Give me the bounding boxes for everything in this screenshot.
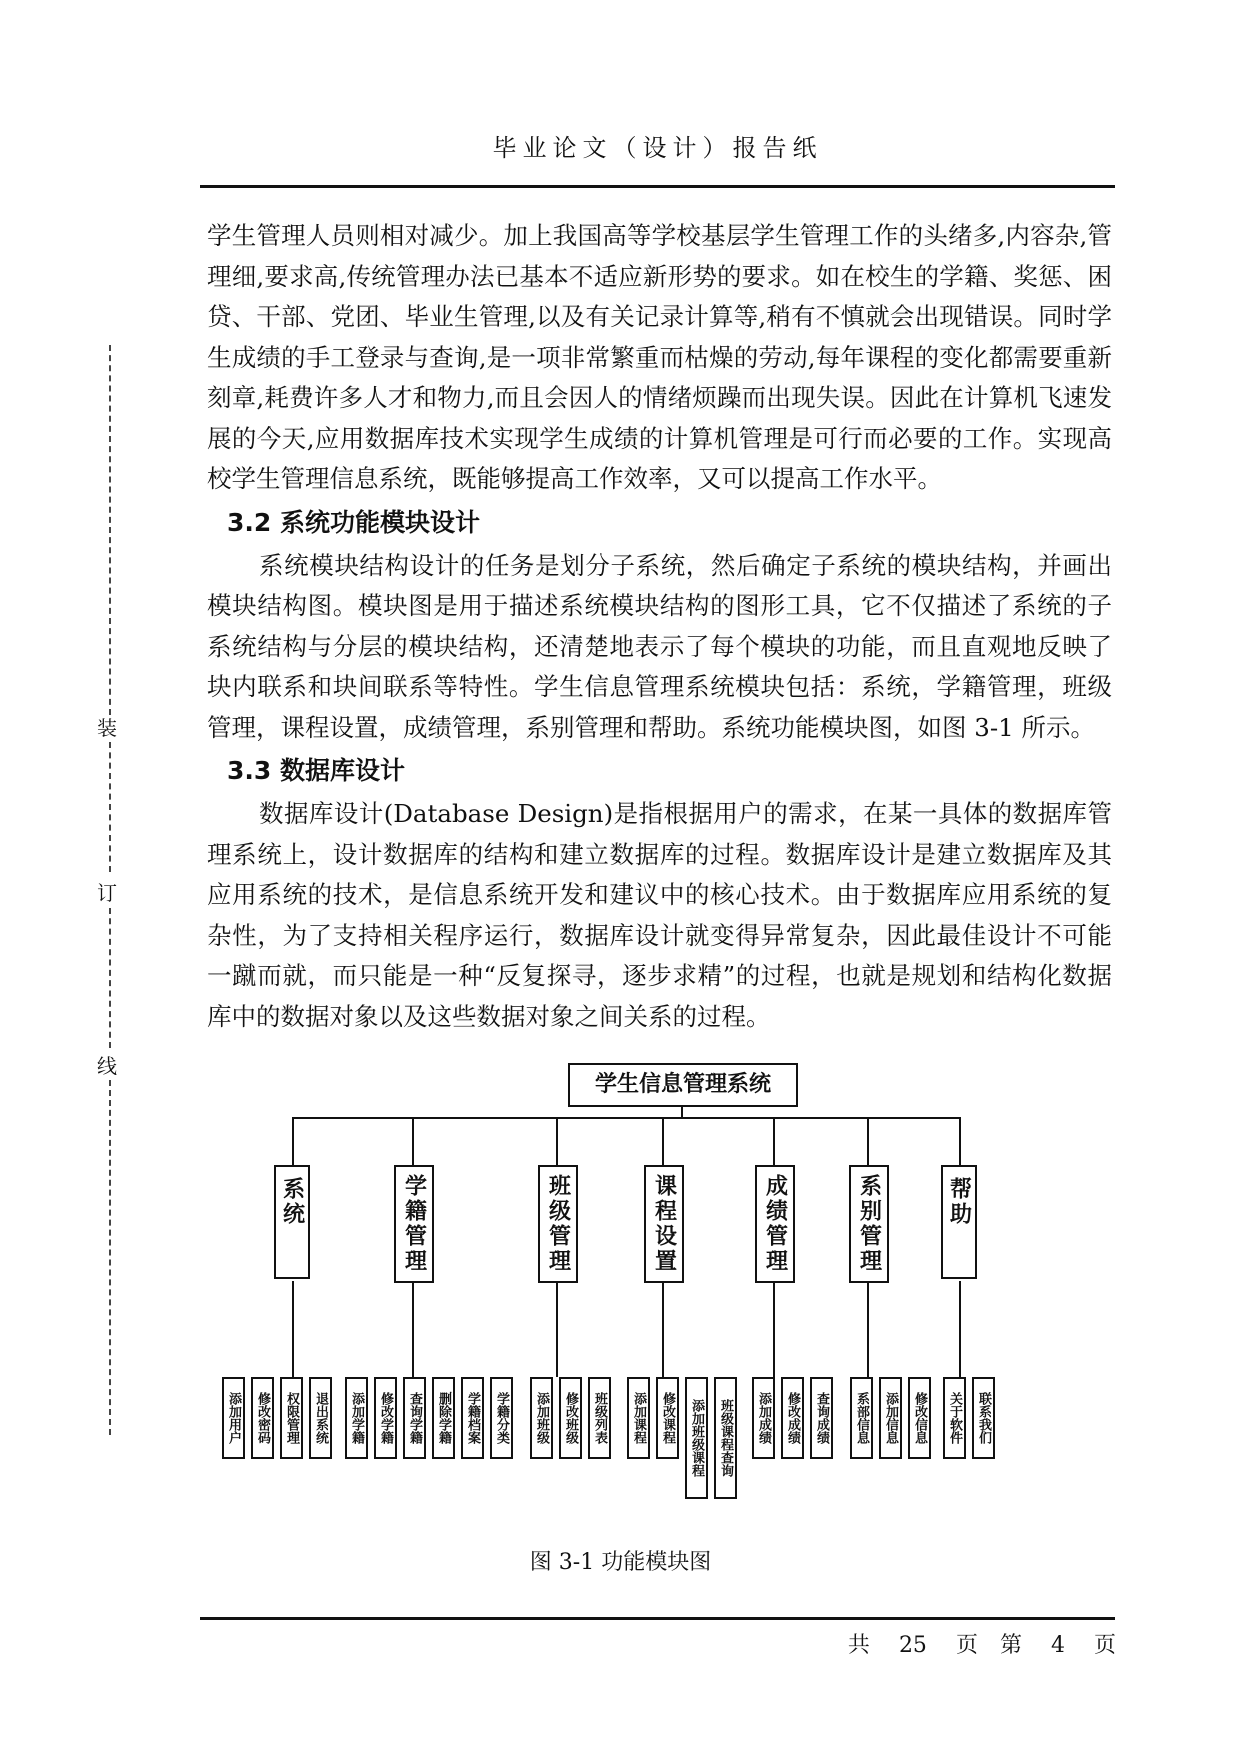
submodule-box: 退出系统: [309, 1377, 332, 1459]
paragraph: 系统模块结构设计的任务是划分子系统，然后确定子系统的模块结构，并画出模块结构图。模块图是用于描述系统模块结构的图形工具，它不仅描述了系统的子系统结构与分层的模块结构，还清楚地表示了每个模块的功能，而且直观地反映了块内联系和块间联系等特性。学生信息管理系统模块包括：系统，学籍管理，班级管理，课程设置，成绩管理，系别管理和帮助。系统功能模块图，如图 3-1 所示。: [207, 550, 1112, 742]
binding-char-xian: 线: [97, 1054, 117, 1078]
footer-page-unit: 页: [1093, 1633, 1116, 1658]
page-footer: [848, 1628, 1116, 1659]
binding-line-segment: [109, 1080, 111, 1435]
header-rule: [200, 185, 1115, 188]
binding-char-ding: 订: [97, 881, 117, 905]
binding-line-segment: [109, 742, 111, 872]
connector-line: [959, 1117, 961, 1165]
submodule-box: 修改信息: [908, 1377, 931, 1459]
footer-rule: [200, 1617, 1115, 1620]
diagram-root-box: 学生信息管理系统: [568, 1063, 798, 1107]
submodule-box: 权限管理: [280, 1377, 303, 1459]
submodule-box: 修改学籍: [374, 1377, 397, 1459]
connector-line: [292, 1117, 959, 1119]
binding-line-segment: [109, 908, 111, 1048]
binding-line-segment: [109, 345, 111, 715]
connector-line: [681, 1105, 683, 1117]
page-header: 毕业论文（设计）报告纸: [492, 134, 823, 162]
section-heading: 3.3 数据库设计: [227, 756, 405, 785]
submodule-box: 添加学籍: [345, 1377, 368, 1459]
connector-line: [662, 1117, 664, 1165]
module-box-7: 帮助: [941, 1165, 977, 1279]
footer-current-page: 4: [1050, 1633, 1065, 1658]
submodule-box: 班级列表: [588, 1377, 611, 1459]
submodule-box: 班级课程查询: [714, 1377, 737, 1499]
submodule-box: 添加班级课程: [685, 1377, 708, 1499]
connector-line: [773, 1117, 775, 1165]
submodule-box: 联系我们: [972, 1377, 995, 1459]
section-heading: 3.2 系统功能模块设计: [227, 507, 480, 537]
submodule-box: 删除学籍: [432, 1377, 455, 1459]
footer-current-label: 第: [999, 1633, 1022, 1658]
connector-line: [412, 1281, 414, 1377]
submodule-box: 添加课程: [627, 1377, 650, 1459]
module-box-6: 系别管理: [849, 1165, 889, 1283]
submodule-box: 学籍分类: [490, 1377, 513, 1459]
figure-caption: 图 3-1 功能模块图: [529, 1550, 712, 1575]
module-box-3: 班级管理: [538, 1165, 578, 1283]
footer-total-pages: 25: [898, 1633, 927, 1658]
submodule-box: 修改成绩: [781, 1377, 804, 1459]
submodule-box: 添加班级: [530, 1377, 553, 1459]
module-box-5: 成绩管理: [755, 1165, 795, 1283]
submodule-box: 修改班级: [559, 1377, 582, 1459]
submodule-box: 添加信息: [879, 1377, 902, 1459]
connector-line: [292, 1281, 294, 1377]
footer-page-unit: 页: [955, 1633, 978, 1658]
paragraph: 学生管理人员则相对减少。加上我国高等学校基层学生管理工作的头绪多,内容杂,管理细,要求高,传统管理办法已基本不适应新形势的要求。如在校生的学籍、奖惩、困贷、干部、党团、毕业生管理,以及有关记录计算等,稍有不慎就会出现错误。同时学生成绩的手工登录与查询,是一项非常繁重而枯燥的劳动,每年课程的变化都需要重新刻章,耗费许多人才和物力,而且会因人的情绪烦躁而出现失误。因此在计算机飞速发展的今天,应用数据库技术实现学生成绩的计算机管理是可行而必要的工作。实现高校学生管理信息系统，既能够提高工作效率，又可以提高工作水平。: [207, 221, 1112, 493]
submodule-box: 系部信息: [850, 1377, 873, 1459]
body-text: [207, 216, 1112, 1037]
connector-line: [412, 1117, 414, 1165]
submodule-box: 查询学籍: [403, 1377, 426, 1459]
connector-line: [556, 1281, 558, 1377]
connector-line: [867, 1281, 869, 1377]
submodule-box: 添加成绩: [752, 1377, 775, 1459]
connector-line: [773, 1281, 775, 1377]
submodule-box: 关于软件: [943, 1377, 966, 1459]
footer-total-label: 共: [847, 1633, 870, 1658]
submodule-box: 查询成绩: [810, 1377, 833, 1459]
connector-line: [867, 1117, 869, 1165]
module-diagram: [226, 1055, 1130, 1525]
connector-line: [959, 1281, 961, 1377]
submodule-box: 修改课程: [656, 1377, 679, 1459]
submodule-box: 学籍档案: [461, 1377, 484, 1459]
binding-char-zhuang: 装: [97, 716, 117, 740]
paragraph: 数据库设计(Database Design)是指根据用户的需求，在某一具体的数据库管理系统上，设计数据库的结构和建立数据库的过程。数据库设计是建立数据库及其应用系统的技术，是信息系统开发和建议中的核心技术。由于数据库应用系统的复杂性，为了支持相关程序运行，数据库设计就变得异常复杂，因此最佳设计不可能一蹴而就，而只能是一种“反复探寻，逐步求精”的过程，也就是规划和结构化数据库中的数据对象以及这些数据对象之间关系的过程。: [207, 799, 1112, 1031]
submodule-box: 添加用户: [222, 1377, 245, 1459]
module-box-4: 课程设置: [644, 1165, 684, 1283]
connector-line: [292, 1117, 294, 1165]
connector-line: [556, 1117, 558, 1165]
submodule-box: 修改密码: [251, 1377, 274, 1459]
module-box-2: 学籍管理: [394, 1165, 434, 1283]
module-box-1: 系统: [274, 1165, 310, 1279]
connector-line: [662, 1281, 664, 1377]
